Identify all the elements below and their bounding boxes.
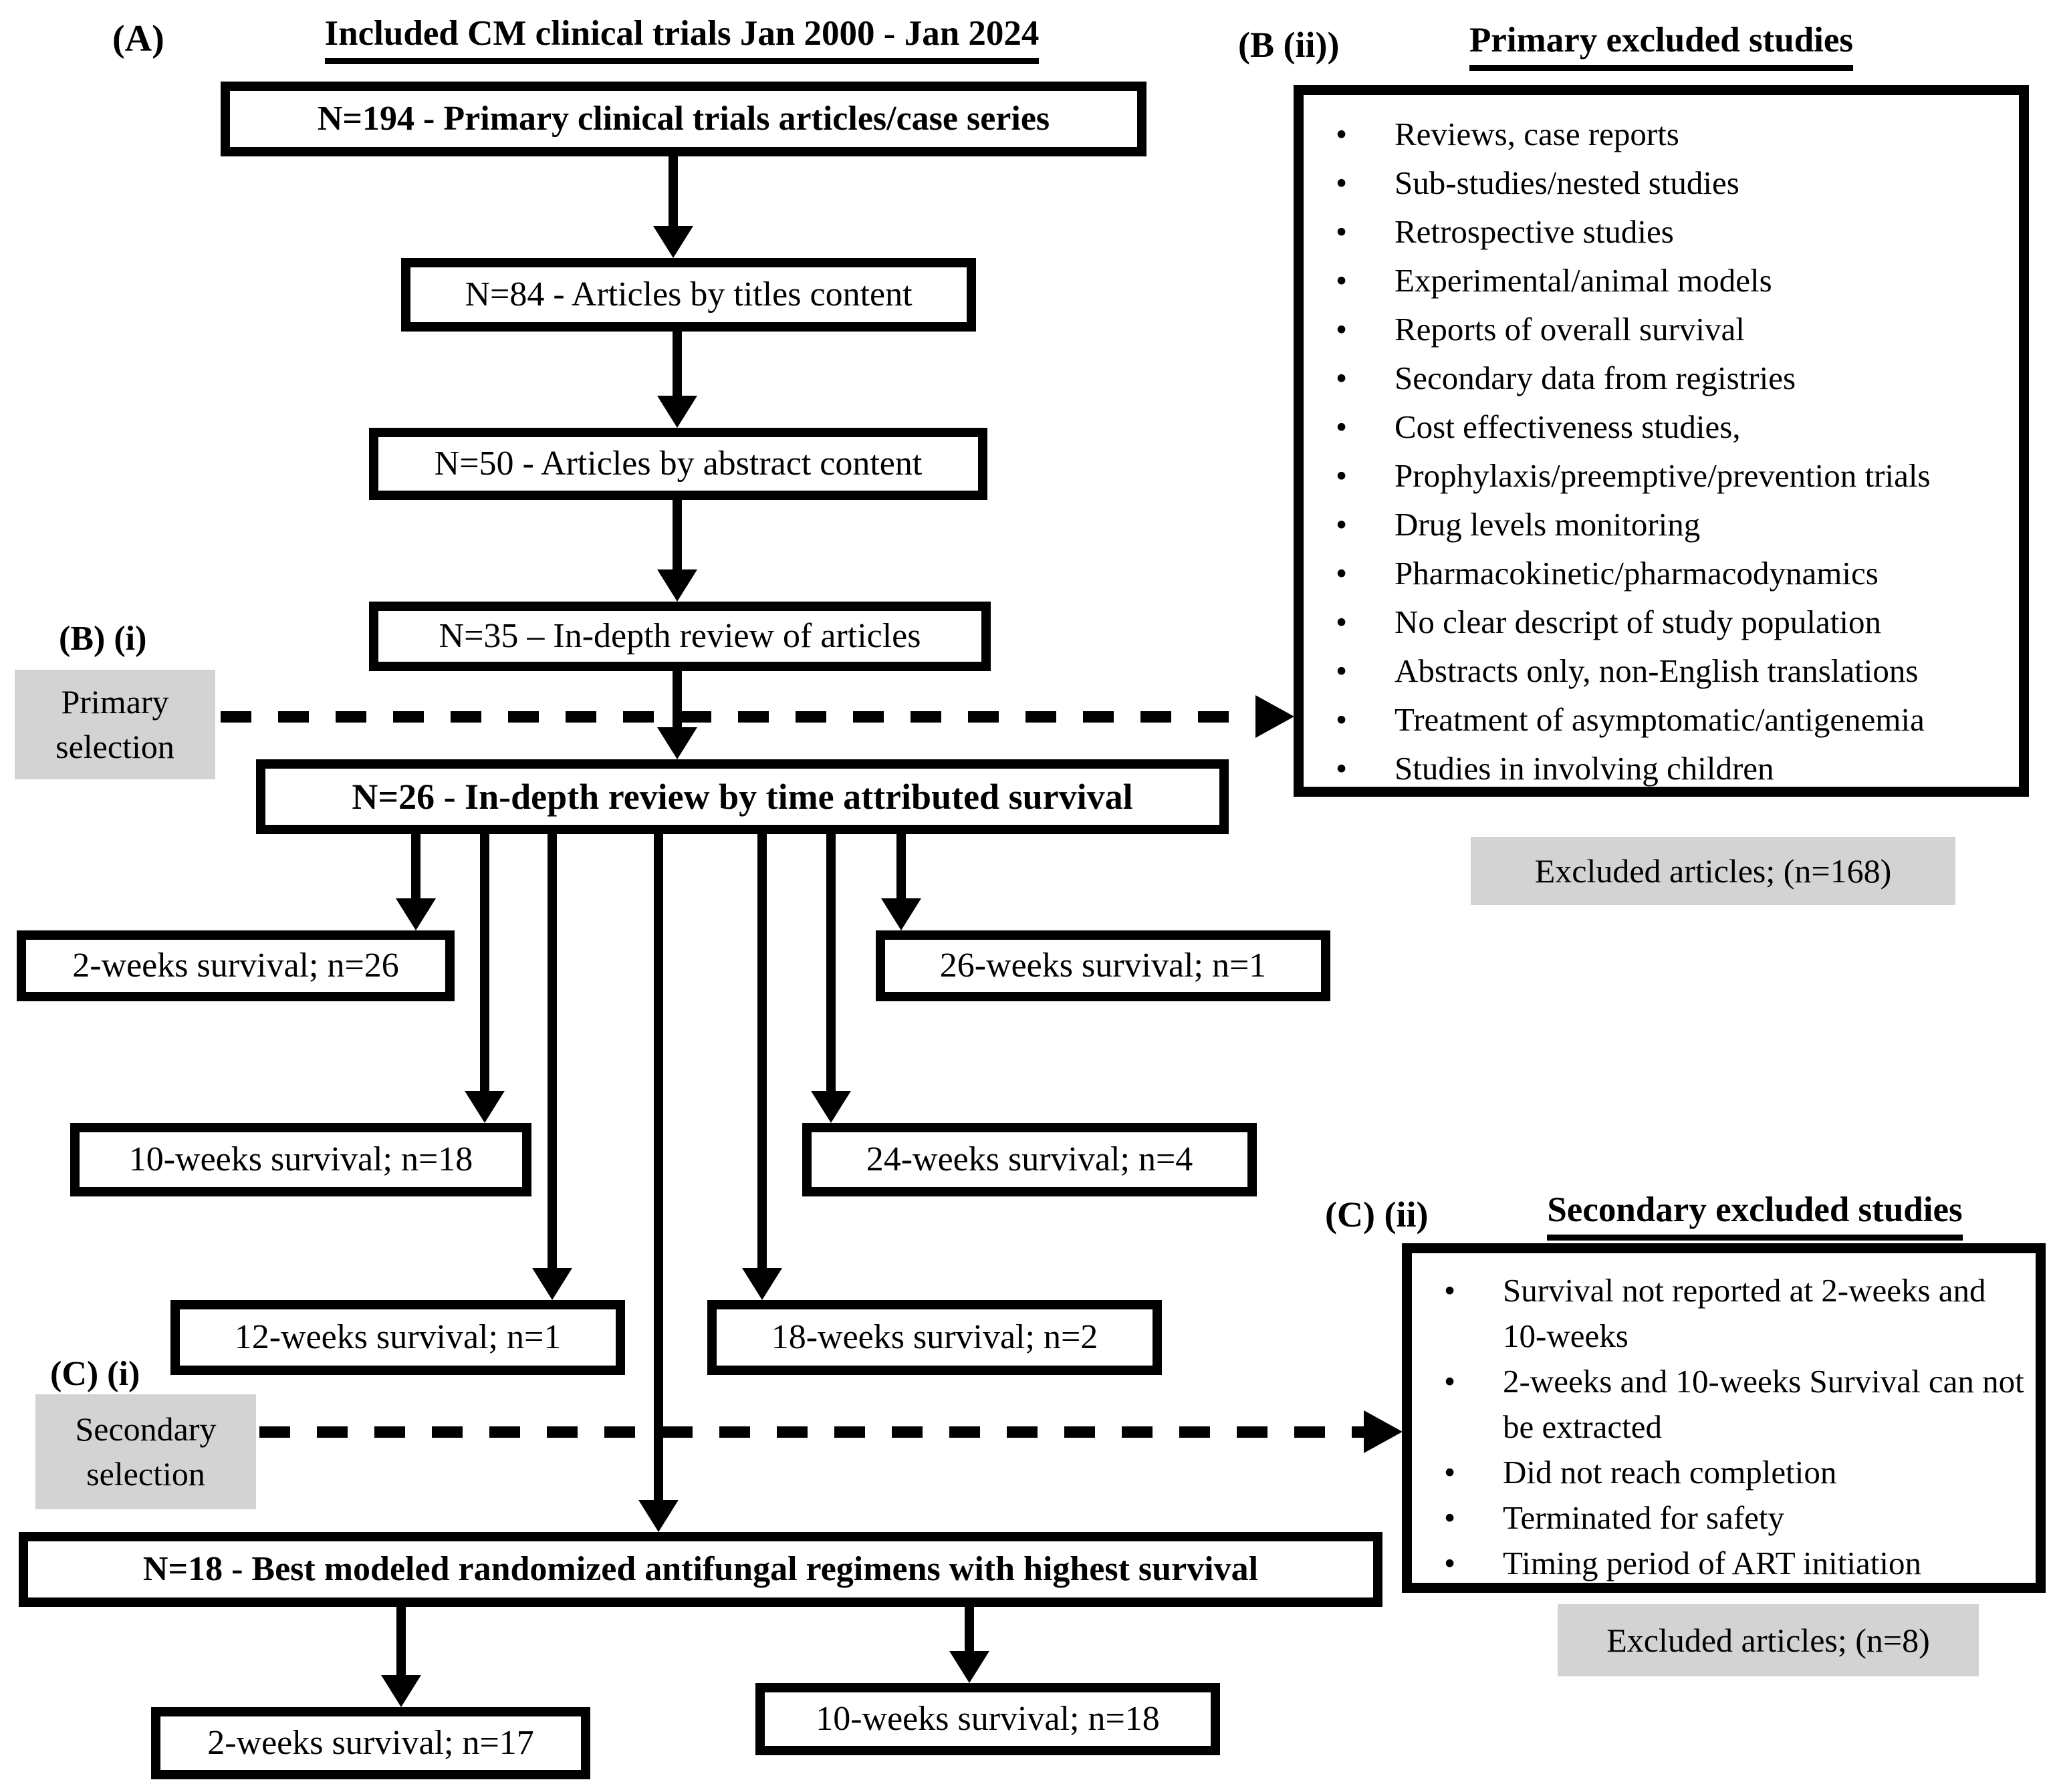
bullet-icon — [1336, 451, 1347, 500]
bullet-icon — [1336, 500, 1347, 549]
primary-selection-line2: selection — [55, 728, 174, 765]
section-cii-label: (C) (ii) — [1325, 1194, 1429, 1235]
flow-box-n194: N=194 - Primary clinical trials articles/case series — [221, 82, 1146, 156]
survival-box-2w-n17: 2-weeks survival; n=17 — [151, 1707, 590, 1779]
arrow-stem — [673, 329, 682, 398]
arrow-down-icon — [742, 1268, 782, 1300]
branch-stem-26w — [896, 831, 906, 901]
excluded-item: • Studies in involving children — [1329, 744, 2011, 793]
arrow-stem — [396, 1604, 406, 1676]
arrow-stem — [669, 154, 678, 229]
secondary-excluded-note: Excluded articles; (n=8) — [1558, 1604, 1979, 1676]
branch-stem-n18 — [654, 831, 663, 1503]
section-bi-label: (B) (i) — [59, 620, 147, 658]
arrow-down-icon — [657, 727, 697, 759]
section-ci-label: (C) (i) — [50, 1355, 140, 1393]
excluded-item: • Sub-studies/nested studies — [1329, 158, 2011, 207]
arrow-right-icon — [1255, 695, 1294, 738]
secondary-selection-line1: Secondary — [75, 1410, 217, 1448]
excluded-item: • Pharmacokinetic/pharmacodynamics — [1329, 549, 2011, 598]
primary-excluded-panel — [1294, 85, 2029, 797]
primary-selection-tag — [15, 670, 215, 779]
flow-box-n18: N=18 - Best modeled randomized antifungal regimens with highest survival — [19, 1532, 1382, 1607]
arrow-down-icon — [657, 396, 697, 428]
survival-box-12w-n1: 12-weeks survival; n=1 — [170, 1300, 625, 1375]
flow-box-n35: N=35 – In-depth review of articles — [369, 602, 991, 671]
arrow-stem — [965, 1604, 974, 1652]
arrow-down-icon — [532, 1268, 572, 1300]
excluded-item: • Reports of overall survival — [1329, 305, 2011, 354]
excluded-item: • Retrospective studies — [1329, 207, 2011, 256]
bullet-icon — [1336, 110, 1347, 158]
arrow-down-icon — [653, 226, 693, 258]
branch-stem-18w — [757, 831, 767, 1271]
excluded-item: • Survival not reported at 2-weeks and 10-weeks — [1437, 1268, 2028, 1359]
section-bii-label: (B (ii)) — [1238, 25, 1340, 65]
secondary-excluded-title: Secondary excluded studies — [1497, 1190, 2012, 1241]
survival-box-10w-n18-final: 10-weeks survival; n=18 — [755, 1683, 1220, 1755]
excluded-item: • No clear descript of study population — [1329, 598, 2011, 646]
secondary-selection-tag — [35, 1394, 256, 1509]
excluded-item: • Abstracts only, non-English translations — [1329, 646, 2011, 695]
bullet-icon — [1336, 744, 1347, 793]
excluded-item: • Cost effectiveness studies, — [1329, 402, 2011, 451]
arrow-down-icon — [881, 898, 921, 930]
arrow-down-icon — [381, 1675, 421, 1707]
bullet-icon — [1336, 305, 1347, 354]
branch-stem-12w — [548, 831, 557, 1271]
bullet-icon — [1444, 1450, 1455, 1495]
survival-box-26w-n1: 26-weeks survival; n=1 — [876, 930, 1330, 1001]
excluded-item: • Timing period of ART initiation — [1437, 1541, 2028, 1586]
survival-box-2w-n26: 2-weeks survival; n=26 — [17, 930, 455, 1001]
excluded-item: • Did not reach completion — [1437, 1450, 2028, 1495]
arrow-right-icon — [1364, 1410, 1403, 1453]
section-a-label: (A) — [112, 18, 164, 59]
arrow-down-icon — [657, 569, 697, 602]
bullet-icon — [1444, 1359, 1455, 1404]
arrow-down-icon — [465, 1091, 505, 1123]
branch-stem-24w — [826, 831, 836, 1094]
primary-selection-line1: Primary — [61, 682, 169, 721]
flow-box-n26: N=26 - In-depth review by time attributed survival — [256, 759, 1229, 834]
bullet-icon — [1336, 158, 1347, 207]
secondary-excluded-panel — [1402, 1243, 2046, 1593]
flow-box-n50: N=50 - Articles by abstract content — [369, 428, 987, 500]
bullet-icon — [1336, 402, 1347, 451]
dashed-line-primary — [221, 711, 1257, 723]
bullet-icon — [1444, 1495, 1455, 1541]
excluded-item: • Prophylaxis/preemptive/prevention trials — [1329, 451, 2011, 500]
excluded-item: • Experimental/animal models — [1329, 256, 2011, 305]
primary-excluded-note: Excluded articles; (n=168) — [1471, 837, 1955, 905]
bullet-icon — [1336, 354, 1347, 402]
bullet-icon — [1336, 598, 1347, 646]
branch-stem-10w — [480, 831, 489, 1094]
secondary-selection-line2: selection — [86, 1455, 205, 1493]
flow-box-n84: N=84 - Articles by titles content — [401, 258, 976, 332]
arrow-down-icon — [811, 1091, 851, 1123]
bullet-icon — [1336, 256, 1347, 305]
arrow-stem — [673, 668, 682, 730]
excluded-item: • Treatment of asymptomatic/antigenemia — [1329, 695, 2011, 744]
bullet-icon — [1336, 695, 1347, 744]
dashed-line-secondary — [259, 1426, 1364, 1438]
bullet-icon — [1336, 646, 1347, 695]
primary-excluded-title: Primary excluded studies — [1397, 20, 1925, 71]
excluded-item: • Terminated for safety — [1437, 1495, 2028, 1541]
section-a-title: Included CM clinical trials Jan 2000 - Jan 2024 — [227, 13, 1136, 64]
excluded-item: • 2-weeks and 10-weeks Survival can not be extracted — [1437, 1359, 2028, 1450]
arrow-stem — [673, 497, 682, 572]
bullet-icon — [1444, 1541, 1455, 1586]
survival-box-10w-n18: 10-weeks survival; n=18 — [70, 1123, 531, 1196]
branch-stem-2w — [411, 831, 420, 901]
arrow-down-icon — [949, 1651, 989, 1683]
arrow-down-icon — [638, 1500, 679, 1532]
survival-box-18w-n2: 18-weeks survival; n=2 — [707, 1300, 1162, 1375]
bullet-icon — [1336, 207, 1347, 256]
bullet-icon — [1444, 1268, 1455, 1313]
bullet-icon — [1336, 549, 1347, 598]
excluded-item: • Reviews, case reports — [1329, 110, 2011, 158]
survival-box-24w-n4: 24-weeks survival; n=4 — [802, 1123, 1257, 1196]
arrow-down-icon — [396, 898, 436, 930]
excluded-item: • Secondary data from registries — [1329, 354, 2011, 402]
excluded-item: • Drug levels monitoring — [1329, 500, 2011, 549]
